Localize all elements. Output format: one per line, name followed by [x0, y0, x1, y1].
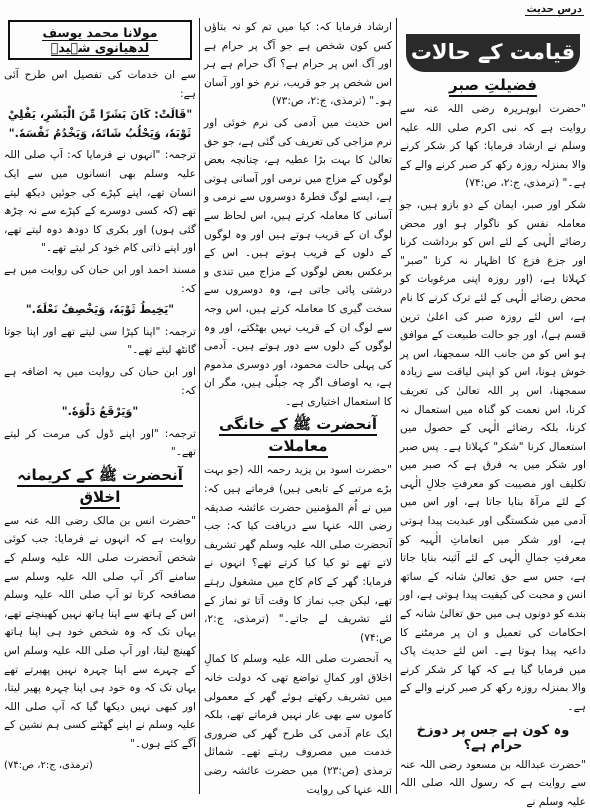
- paragraph: ترجمہ: "اور اپنے ڈول کی مرمت کر لیتے تھے۔": [4, 427, 196, 459]
- right-column: [400, 18, 586, 808]
- paragraph: شکر اور صبر، ایمان کے دو بازو ہیں، جو معاملہ نفس کو ناگوار ہو اور محض رضائے الٰہی کے لئے اس کو برداشت کرنا اور جزع فزع کا اظہار نہ کرنا "صبر" کہلاتا ہے، (اور روزہ اپنی مرغوبات کو محض رضائے الٰہی کے لئے ترک کرنے کا نام ہے، اس لئے روزہ صبر کی اعلیٰ ترین قسم ہے)، اور جو حالت طبیعت کے موافق ہو اس کو من جانب اللہ سمجھنا، اس پر خوش ہونا، اس کو اپنی لیاقت سے زیادہ سمجھنا، اس پر اللہ تعالیٰ کی تعریف کرنا، اس نعمت کو گناہ میں استعمال نہ کرنا، بلکہ رضائے الٰہی کے حصول میں استعمال کرنا "شکر" کہلاتا ہے۔ پس صبر اور شکر میں یہ فرق ہے کہ صبر میں تکلیف اور مصیبت کو معرفتِ جلالِ الٰہی کے لئے مرآۃ بنایا جاتا ہے، اور اس میں آدمی میں شکستگی اور عبدیت پیدا ہوتی ہے، اور شکر میں انعاماتِ الٰہیہ کو معرفتِ جمالِ الٰہی کے لئے آئینہ بنایا جاتا ہے، جس سے حق تعالیٰ شانہ کے ساتھ انس و محبت کی کیفیت پیدا ہوتی ہے، اور بندے کو دونوں ہی میں حق تعالیٰ شانہ کے احکامات کی تعمیل و ان پر مرمٹنے کا داعیہ پیدا ہوتا ہے۔ اس لئے حدیث پاک میں فرمایا گیا ہے کہ کھا کر شکر کرنے والا بمنزلہ روزہ رکھ کر صبر کرنے والے کے ہے۔: [400, 198, 586, 713]
- paragraph: یہ آنحضرت صلی اللہ علیہ وسلم کا کمالِ اخلاق اور کمالِ تواضع تھی کہ دولت خانہ میں تشریف رکھتے ہوئے گھر کے معمولی کاموں سے بھی عار نہیں فرماتے تھے، بلکہ ایک عام آدمی کی طرح گھر کی ضروری خدمت میں مصروف رہتے تھے۔ شمائل ترمذی (ص:۲۳) میں حضرت عائشہ رضی اللہ عنہا کی روایت: [204, 653, 392, 796]
- paragraph: ارشاد فرمایا کہ: کیا میں تم کو نہ بتاؤں کس کون شخص ہے جو آگ پر حرام ہے اور آگ اس پر حرام ہے؟ آگ حرام ہے ہر اس شخص پر جو قریب، نرم خو اور آسان ہو۔" (ترمذی، ج:۲، ص:۷۳): [204, 21, 392, 108]
- paragraph: "حضرت انس بن مالک رضی اللہ عنہ سے روایت ہے کہ انہوں نے فرمایا: جب کوئی شخص آنحضرت صلی اللہ علیہ وسلم کے سامنے آکر آپ صلی اللہ علیہ وسلم سے مصافحہ کرتا تو آپ صلی اللہ علیہ وسلم اس کے ہاتھ سے اپنا ہاتھ نہیں کھینچتے تھے، یہاں تک کہ وہ شخص خود ہی اپنا ہاتھ کھینچ لیتا، اور آپ صلی اللہ علیہ وسلم اس کے چہرے سے اپنا چہرہ نہیں پھیرتے تھے یہاں تک کہ وہ خود ہی اپنا چہرہ پھیر لیتا، اور کبھی نہیں دیکھا گیا کہ آپ صلی اللہ علیہ وسلم نے اپنے گھٹنے کسی ہم نشین کے آگے کئے ہوں۔": [4, 514, 196, 750]
- arabic-text: "وَيَرْقَعُ دَلْوَهٗ.": [61, 405, 139, 419]
- subheading: فضیلتِ صبر: [400, 76, 586, 94]
- arabic-text: "يَخِيطُ ثَوْبَهٗ، وَيَخْصِفُ نَعْلَهٗ.": [25, 303, 175, 317]
- paragraph: "حضرت عبداللہ بن مسعود رضی اللہ عنہ سے روایت ہے کہ رسول اللہ صلی اللہ علیہ وسلم نے: [400, 758, 586, 808]
- column-rule: [199, 18, 200, 794]
- paragraph: "حضرت ابوہریرہ رضی اللہ عنہ سے روایت ہے کہ نبی اکرم صلی اللہ علیہ وسلم نے ارشاد فرمایا: کھا کر شکر کرنے والا بمنزلہ روزہ رکھ کر صبر کرنے والے کے ہے۔" (ترمذی، ج:۲، ص:۷۴): [400, 103, 586, 190]
- column-rule: [396, 18, 397, 794]
- section-heading: آنحضرت ﷺ کے خانگی معاملات: [204, 415, 392, 455]
- arabic-text: "قَالَتْ: كَانَ بَشَرًا مِّنَ الْبَشَرِ، يَفْلِيْ ثَوْبَهٗ، وَيَحْلُبُ شَاتَهٗ، وَيَخْدُمُ نَفْسَهٗ.": [7, 108, 193, 140]
- middle-column: [203, 18, 392, 796]
- left-column: [4, 18, 196, 792]
- paragraph: ترجمہ: "انہوں نے فرمایا کہ: آپ صلی اللہ علیہ وسلم بھی انسانوں میں سے ایک انسان تھے، اپنے کپڑے کی جوئیں دیکھ لیتے تھے (کہ کسی دوسرے کے کپڑے سے نہ چڑھ گئی ہوں) اور بکری کا دودھ دوہ لیتے تھے، اور اپنے ذاتی کام خود کر لیتے تھے۔": [4, 149, 196, 255]
- paragraph: ترجمہ: "اپنا کپڑا سی لیتے تھے اور اپنا جوتا گانٹھ لیتے تھے۔": [4, 325, 196, 357]
- section-tag: درسِ حدیث: [526, 4, 582, 15]
- paragraph: "حضرت اسود بن یزید رحمہ اللہ (جو بہت بڑے مرتبے کے تابعی ہیں) فرماتے ہیں کہ: میں نے اُم المؤمنین حضرت عائشہ صدیقہ رضی اللہ عنہا سے دریافت کیا کہ: جب آنحضرت صلی اللہ علیہ وسلم گھر تشریف لاتے تھے تو کیا کیا کرتے تھے؟ انہوں نے فرمایا: گھر کے کام کاج میں مشغول رہتے تھے، لیکن جب نماز کا وقت آتا تو نماز کے لئے تشریف لے جاتے۔" (ترمذی، ج:۲، ص:۷۴): [204, 464, 392, 644]
- question-heading: وہ کون ہے جس پر دوزخ حرام ہے؟: [416, 722, 570, 753]
- paragraph: اس حدیث میں آدمی کی نرم خوئی اور نرم مزاجی کی تعریف کی گئی ہے، جو حق تعالیٰ کا بہت بڑا عطیہ ہے، چنانچہ بعض لوگوں کے مزاج میں نرمی اور آسانی ہوتی ہے، ایسے لوگ فطرۃً دوسروں سے نرمی و آسانی کا معاملہ کرتے ہیں، اس لحاظ سے لوگ ان کے قریب ہوتے ہیں اور وہ لوگوں کے دلوں کے قریب ہوتے ہیں۔ اس کے برعکس بعض لوگوں کے مزاج میں تندی و درشتی پائی جاتی ہے، وہ دوسروں سے سخت گیری کا معاملہ کرتے ہیں، اس وجہ سے لوگ ان کے قریب نہیں بھٹکتے، اور وہ لوگوں کے دلوں سے دور ہوتے ہیں۔ آدمی کی پہلی حالت محمود، اور دوسری مذموم ہے، یہ اوصاف اگر چہ جبلّی ہیں، مگر ان کا استعمال اختیاری ہے۔: [203, 116, 392, 408]
- reference: (ترمذی، ج:۲، ص:۷۴): [4, 759, 93, 771]
- author-name: مولانا محمد یوسف لدھیانوی شہیدؒ: [8, 20, 192, 60]
- paragraph: سے ان خدمات کی تفصیل اس طرح آئی ہے:: [4, 69, 196, 100]
- paragraph: اور ابن حبان کی روایت میں یہ اضافہ ہے کہ:: [4, 365, 196, 397]
- section-heading: آنحضرت ﷺ کے کریمانہ اخلاق: [4, 466, 196, 506]
- paragraph: مسند احمد اور ابن حبان کی روایت میں ہے کہ:: [4, 263, 196, 295]
- main-title-banner: قیامت کے حالات: [406, 34, 580, 72]
